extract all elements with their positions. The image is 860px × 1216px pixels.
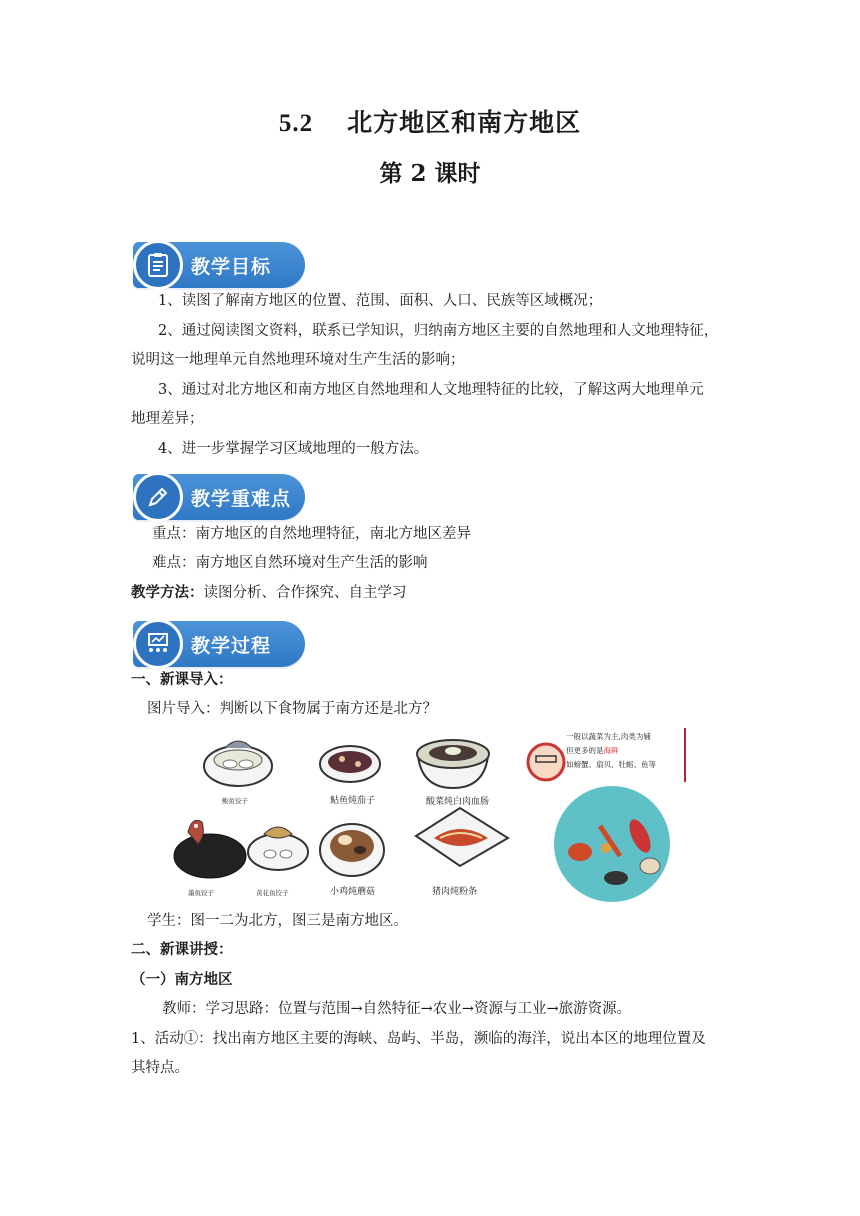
objective-item-cont: 地理差异； [131, 411, 204, 427]
seafood-note [566, 730, 686, 772]
focus-point: 重点：南方地区的自然地理特征，南北方地区差异 [152, 526, 471, 542]
food-caption: 小鸡炖蘑菇 [330, 887, 376, 897]
note-border [684, 728, 686, 782]
method-text: 读图分析、合作探究、自主学习 [203, 585, 407, 601]
objective-item: 4、进一步掌握学习区域地理的一般方法。 [158, 441, 429, 457]
teaching-method [131, 583, 407, 603]
food-caption: 黄花鱼饺子 [256, 889, 289, 897]
document-title [0, 103, 860, 139]
difficulty-point: 难点：南方地区自然环境对生产生活的影响 [152, 555, 428, 571]
objective-item: 2、通过阅读图文资料，联系已学知识，归纳南方地区主要的自然地理和人文地理特征， [158, 323, 719, 339]
document-subtitle: 第 2 课时 [379, 160, 481, 187]
note-highlight: 海鲜 [603, 746, 619, 755]
activity-text: 1、活动①：找出南方地区主要的海峡、岛屿、半岛，濒临的海洋，说出本区的地理位置及 [131, 1031, 706, 1047]
lecture-heading: 二、新课讲授： [131, 941, 233, 958]
note-line: 一般以蔬菜为主,肉类为辅 [566, 732, 651, 741]
food-caption: 鲅鱼饺子 [222, 797, 248, 805]
activity-text-cont: 其特点。 [131, 1060, 189, 1076]
presentation-icon [133, 619, 183, 669]
title-text: 北方地区和南方地区 [347, 110, 582, 137]
note-text: 但更多的是 [566, 746, 604, 755]
note-line [566, 744, 686, 758]
food-caption: 鲇鱼炖茄子 [330, 796, 376, 806]
food-illustration [170, 726, 690, 902]
clipboard-icon [133, 240, 183, 290]
banner-label: 教学目标 [191, 256, 272, 278]
intro-text: 图片导入：判断以下食物属于南方还是北方？ [147, 701, 437, 717]
banner-key-points [133, 474, 305, 520]
objective-item: 3、通过对北方地区和南方地区自然地理和人文地理特征的比较，了解这两大地理单元 [158, 382, 704, 398]
note-line: 如螃蟹、扇贝、牡蛎、鱼等 [566, 760, 656, 769]
food-caption: 猪肉炖粉条 [432, 887, 478, 897]
food-caption: 酸菜炖白肉血肠 [426, 797, 490, 807]
banner-process [133, 621, 305, 667]
method-label: 教学方法： [131, 584, 204, 601]
intro-heading: 一、新课导入： [131, 671, 233, 688]
objective-item-cont: 说明这一地理单元自然地理环境对生产生活的影响； [131, 352, 465, 368]
banner-objectives [133, 242, 305, 288]
teacher-text: 教师：学习思路：位置与范围→自然特征→农业→资源与工业→旅游资源。 [162, 1001, 632, 1017]
pencil-icon [133, 472, 183, 522]
banner-label: 教学重难点 [191, 488, 292, 510]
objective-item: 1、读图了解南方地区的位置、范围、面积、人口、民族等区域概况； [158, 293, 603, 309]
section-number: 5.2 [278, 110, 314, 137]
food-caption: 墨鱼饺子 [188, 889, 214, 897]
banner-label: 教学过程 [191, 635, 272, 657]
student-answer: 学生：图一二为北方，图三是南方地区。 [147, 913, 408, 929]
sub-heading: （一）南方地区 [131, 971, 233, 988]
